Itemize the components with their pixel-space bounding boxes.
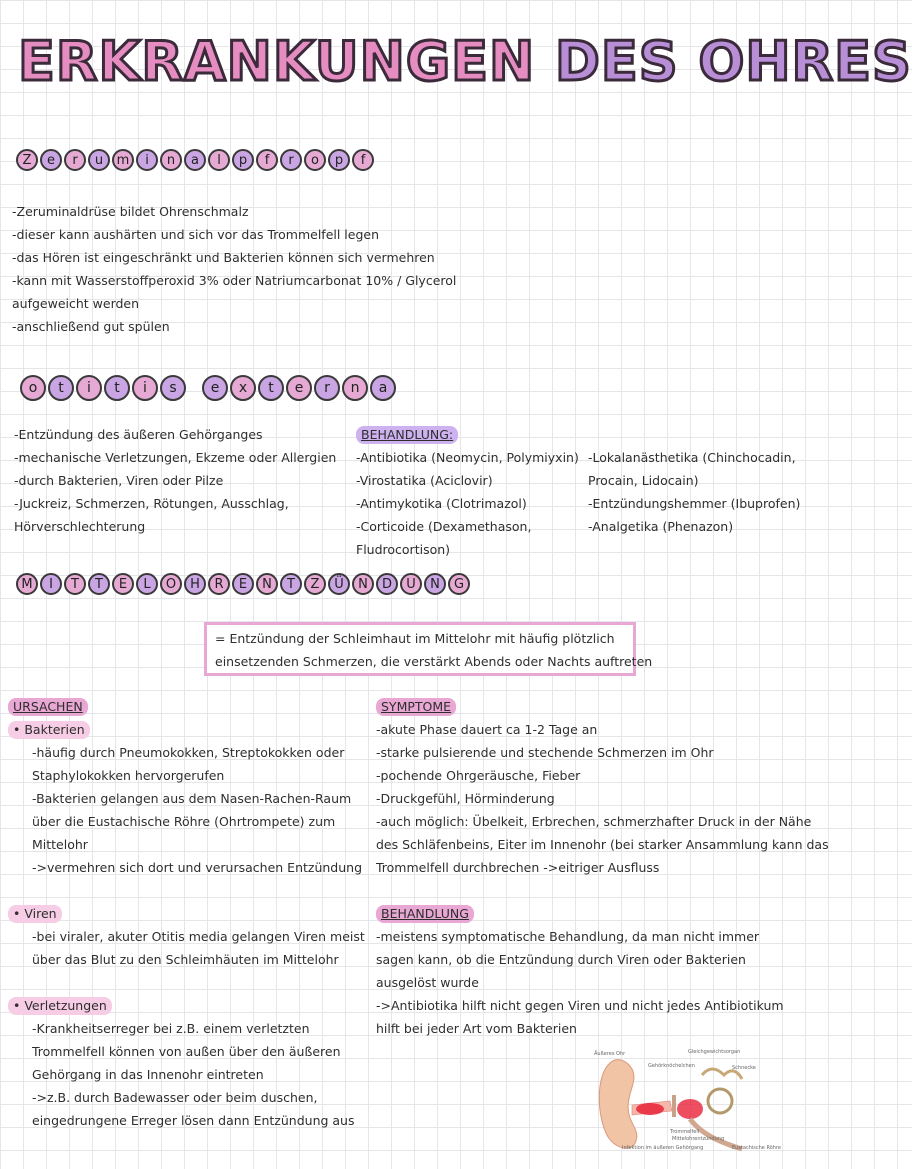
bubble-letter: E (232, 573, 254, 595)
text-line: Procain, Lidocain) (588, 473, 699, 488)
bubble-letter: t (258, 375, 284, 401)
symptoms-label: SYMPTOME (376, 698, 456, 716)
bubble-letter: U (400, 573, 422, 595)
symptoms-column (376, 695, 829, 1040)
otitis-externa-treatment-col2 (588, 446, 800, 538)
text-line: Staphylokokken hervorgerufen (32, 768, 225, 783)
text-line: aufgeweicht werden (12, 296, 140, 311)
section-heading-zeruminalpfropf (16, 149, 374, 171)
bubble-letter: e (40, 149, 62, 171)
text-line: über die Eustachische Röhre (Ohrtrompete) zum (32, 814, 336, 829)
bubble-letter: e (286, 375, 312, 401)
eardrum-shape (672, 1095, 676, 1117)
bubble-letter: N (256, 573, 278, 595)
bacteria-label: • Bakterien (8, 721, 90, 739)
text-line: -Entzündung des äußeren Gehörganges (14, 427, 263, 442)
cochlea-shape (708, 1089, 732, 1113)
otitis-externa-treatment (356, 423, 579, 561)
text-line: Mittelohr (32, 837, 88, 852)
bubble-letter: H (184, 573, 206, 595)
bubble-letter: n (160, 149, 182, 171)
ear-anatomy-diagram (592, 1045, 800, 1157)
bubble-letter: T (280, 573, 302, 595)
text-line: des Schläfenbeins, Eiter im Innenohr (bei starker Ansammlung kann das (376, 837, 829, 852)
text-line: über das Blut zu den Schleimhäuten im Mittelohr (32, 952, 339, 967)
injuries-label: • Verletzungen (8, 997, 112, 1015)
bubble-letter: N (424, 573, 446, 595)
text-line: -Virostatika (Aciclovir) (356, 473, 493, 488)
text-line: -mechanische Verletzungen, Ekzeme oder Allergien (14, 450, 337, 465)
bubble-letter: L (136, 573, 158, 595)
bubble-letter: u (88, 149, 110, 171)
bubble-letter: o (304, 149, 326, 171)
text-line: -Entzündungshemmer (Ibuprofen) (588, 496, 801, 511)
text-line: -Antibiotika (Neomycin, Polymiyxin) (356, 450, 579, 465)
text-line: Trommelfell durchbrechen ->eitriger Ausfluss (376, 860, 660, 875)
text-line: -akute Phase dauert ca 1-2 Tage an (376, 722, 598, 737)
diagram-label: Eustachische Röhre (732, 1145, 781, 1151)
text-line: -Zeruminaldrüse bildet Ohrenschmalz (12, 204, 249, 219)
bubble-letter: l (208, 149, 230, 171)
text-line: -auch möglich: Übelkeit, Erbrechen, schmerzhafter Druck in der Nähe (376, 814, 812, 829)
text-line: ausgelöst wurde (376, 975, 479, 990)
text-line: -das Hören ist eingeschränkt und Bakterien können sich vermehren (12, 250, 435, 265)
middle-ear-inflammation-mark (677, 1099, 703, 1119)
treatment-label-2: BEHANDLUNG (376, 905, 474, 923)
bubble-letter: e (202, 375, 228, 401)
text-line: -Bakterien gelangen aus dem Nasen-Rachen-Raum (32, 791, 352, 806)
bubble-letter: Ü (328, 573, 350, 595)
text-line: -starke pulsierende und stechende Schmerzen im Ohr (376, 745, 714, 760)
diagram-label: Trommelfell (670, 1129, 700, 1135)
outer-canal-infection-mark (636, 1103, 664, 1115)
text-line: -Lokalanästhetika (Chinchocadin, (588, 450, 796, 465)
page-title (18, 30, 912, 110)
bubble-letter: t (104, 375, 130, 401)
bubble-letter: a (370, 375, 396, 401)
text-line: -Corticoide (Dexamethason, (356, 519, 532, 534)
bubble-letter: o (20, 375, 46, 401)
text-line: -Krankheitserreger bei z.B. einem verletzten (32, 1021, 310, 1036)
bubble-letter: M (16, 573, 38, 595)
bubble-letter: T (64, 573, 86, 595)
text-line: -Antimykotika (Clotrimazol) (356, 496, 527, 511)
section-zeruminalpfropf-body (12, 200, 456, 338)
text-line: = Entzündung der Schleimhaut im Mittelohr mit häufig plötzlich (215, 631, 615, 646)
bubble-letter: t (48, 375, 74, 401)
section-heading-otitis-externa (20, 375, 396, 401)
bubble-letter: m (112, 149, 134, 171)
text-line: -kann mit Wasserstoffperoxid 3% oder Natriumcarbonat 10% / Glycerol (12, 273, 457, 288)
bubble-letter: O (160, 573, 182, 595)
otitis-externa-description (14, 423, 336, 538)
text-line: -Juckreiz, Schmerzen, Rötungen, Ausschlag, (14, 496, 289, 511)
text-line: einsetzenden Schmerzen, die verstärkt Abends oder Nachts auftreten (215, 654, 653, 669)
title-word-2: DES OHRES (555, 30, 912, 93)
text-line: -anschließend gut spülen (12, 319, 170, 334)
bubble-letter: r (280, 149, 302, 171)
bubble-letter: i (132, 375, 158, 401)
text-line: -dieser kann aushärten und sich vor das Trommelfell legen (12, 227, 380, 242)
outer-ear-shape (599, 1060, 637, 1149)
bubble-letter: Z (16, 149, 38, 171)
bubble-letter: f (256, 149, 278, 171)
definition-box (204, 622, 653, 676)
text-line: -häufig durch Pneumokokken, Streptokokken oder (32, 745, 345, 760)
text-line: ->vermehren sich dort und verursachen Entzündung (32, 860, 363, 875)
bubble-letter: i (76, 375, 102, 401)
bubble-letter: E (112, 573, 134, 595)
text-line: eingedrungene Erreger lösen dann Entzündung aus (32, 1113, 355, 1128)
text-line: -durch Bakterien, Viren oder Pilze (14, 473, 224, 488)
diagram-label: Gleichgewichtsorgan (688, 1049, 741, 1055)
text-line: Hörverschlechterung (14, 519, 146, 534)
diagram-label: Äußeres Ohr (594, 1051, 626, 1057)
text-line: Trommelfell können von außen über den äußeren (32, 1044, 341, 1059)
bubble-letter: p (328, 149, 350, 171)
text-line: -bei viraler, akuter Otitis media gelangen Viren meist (32, 929, 365, 944)
bubble-letter: a (184, 149, 206, 171)
text-line: Fludrocortison) (356, 542, 451, 557)
bubble-letter: p (232, 149, 254, 171)
text-line: Gehörgang in das Innenohr eintreten (32, 1067, 264, 1082)
treatment-label: BEHANDLUNG: (356, 426, 458, 444)
bubble-letter: I (40, 573, 62, 595)
diagram-label: Gehörknöchelchen (648, 1063, 695, 1069)
diagram-label: Mittelohrentzündung (672, 1136, 725, 1142)
text-line: -Analgetika (Phenazon) (588, 519, 734, 534)
bubble-letter: s (160, 375, 186, 401)
text-line: -meistens symptomatische Behandlung, da man nicht immer (376, 929, 760, 944)
diagram-label: Infektion im äußeren Gehörgang (622, 1145, 704, 1151)
title-word-1: ERKRANKUNGEN (18, 30, 536, 93)
causes-column (8, 695, 365, 1132)
section-heading-mittelohrentzuendung (16, 573, 470, 595)
bubble-letter: G (448, 573, 470, 595)
bubble-letter: Z (304, 573, 326, 595)
bubble-letter: D (376, 573, 398, 595)
text-line: -pochende Ohrgeräusche, Fieber (376, 768, 581, 783)
bubble-letter: N (352, 573, 374, 595)
bubble-letter: i (136, 149, 158, 171)
bubble-letter: x (230, 375, 256, 401)
text-line: -Druckgefühl, Hörminderung (376, 791, 555, 806)
text-line: sagen kann, ob die Entzündung durch Viren oder Bakterien (376, 952, 746, 967)
text-line: ->Antibiotika hilft nicht gegen Viren und nicht jedes Antibiotikum (376, 998, 784, 1013)
text-line: hilft bei jeder Art vom Bakterien (376, 1021, 577, 1036)
causes-label: URSACHEN (8, 698, 88, 716)
bubble-letter: f (352, 149, 374, 171)
diagram-label: Schnecke (732, 1065, 756, 1071)
bubble-letter: T (88, 573, 110, 595)
bubble-letter: r (64, 149, 86, 171)
bubble-letter: R (208, 573, 230, 595)
text-line: ->z.B. durch Badewasser oder beim duschen, (32, 1090, 318, 1105)
bubble-letter: n (342, 375, 368, 401)
viruses-label: • Viren (8, 905, 62, 923)
bubble-letter: r (314, 375, 340, 401)
